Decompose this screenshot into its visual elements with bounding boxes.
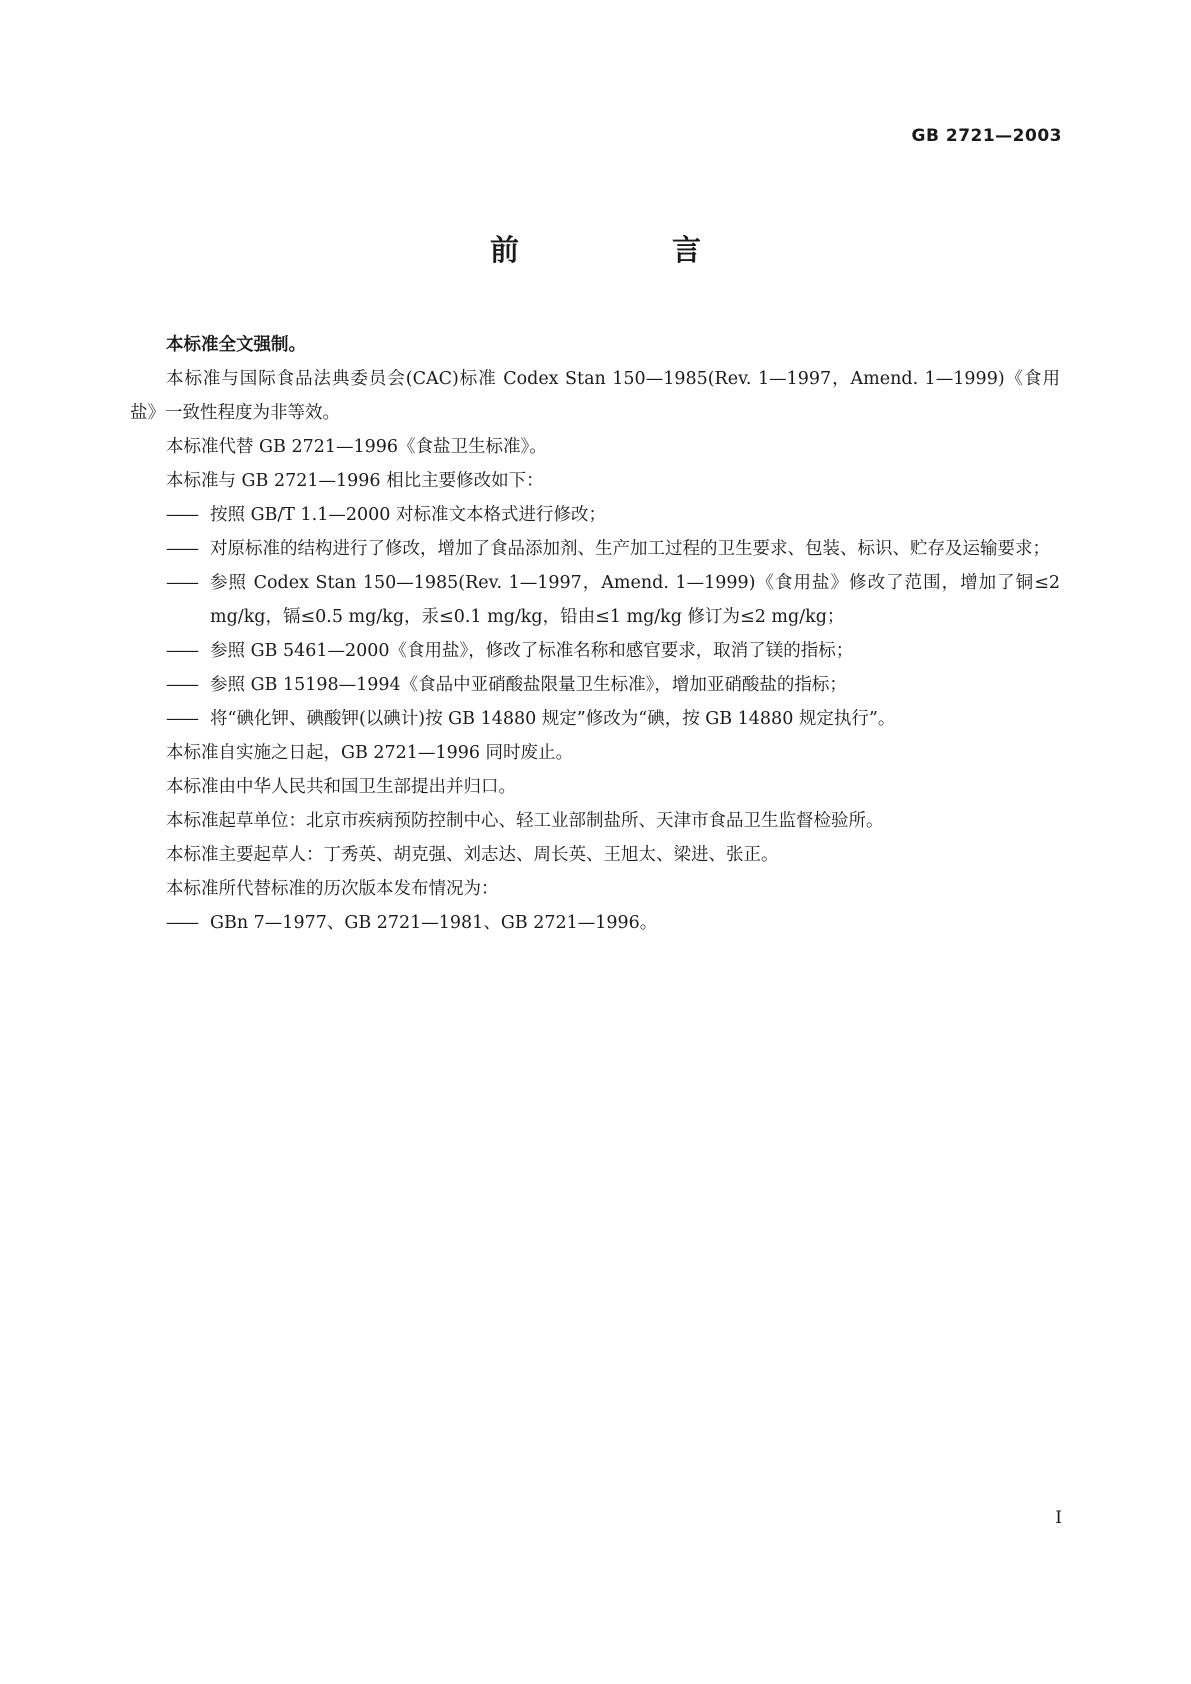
- paragraph-cac-relation: 本标准与国际食品法典委员会(CAC)标准 Codex Stan 150—1985(Rev. 1—1997，Amend. 1—1999)《食用盐》一致性程度为非等效。: [130, 369, 1060, 423]
- page-title: 前 言: [489, 233, 763, 267]
- dash-marker: ——: [166, 913, 197, 933]
- paragraph-abolish: 本标准自实施之日起，GB 2721—1996 同时废止。: [166, 743, 574, 763]
- paragraph-changes-intro: 本标准与 GB 2721—1996 相比主要修改如下：: [166, 471, 544, 491]
- list-item: [130, 634, 1060, 668]
- document-body: [130, 328, 1060, 940]
- list-item-text: 参照 GB 15198—1994《食品中亚硝酸盐限量卫生标准》，增加亚硝酸盐的指标；: [210, 675, 847, 695]
- list-item: [130, 532, 1060, 566]
- list-item-text: 对原标准的结构进行了修改，增加了食品添加剂、生产加工过程的卫生要求、包装、标识、贮存及运输要求；: [210, 539, 1050, 559]
- change-list: [130, 498, 1060, 736]
- dash-marker: ——: [166, 709, 197, 729]
- list-item-text: 按照 GB/T 1.1—2000 对标准文本格式进行修改；: [210, 505, 606, 525]
- dash-marker: ——: [166, 505, 197, 525]
- dash-marker: ——: [166, 573, 197, 593]
- history-list-item: [130, 906, 1060, 940]
- list-item: [130, 668, 1060, 702]
- paragraph-history-intro: 本标准所代替标准的历次版本发布情况为：: [166, 879, 499, 899]
- paragraph-drafting-units: 本标准起草单位：北京市疾病预防控制中心、轻工业部制盐所、天津市食品卫生监督检验所。: [166, 811, 884, 831]
- list-item-text: 参照 GB 5461—2000《食用盐》，修改了标准名称和感官要求，取消了镁的指标；: [210, 641, 854, 661]
- dash-marker: ——: [166, 675, 197, 695]
- paragraph-mandatory: 本标准全文强制。: [166, 335, 306, 355]
- list-item: [130, 702, 1060, 736]
- dash-marker: ——: [166, 641, 197, 661]
- page-number: I: [1055, 1508, 1062, 1528]
- standard-code: GB 2721—2003: [911, 126, 1062, 146]
- list-item: [130, 566, 1060, 634]
- paragraph-proposer: 本标准由中华人民共和国卫生部提出并归口。: [166, 777, 516, 797]
- list-item-text: 参照 Codex Stan 150—1985(Rev. 1—1997，Amend. 1—1999)《食用盐》修改了范围，增加了铜≤2 mg/kg，镉≤0.5 mg/kg，汞≤0.1 mg/kg，铅由≤1 mg/kg 修订为≤2 mg/kg；: [210, 573, 1060, 627]
- dash-marker: ——: [166, 539, 197, 559]
- paragraph-drafters: 本标准主要起草人：丁秀英、胡克强、刘志达、周长英、王旭太、梁进、张正。: [166, 845, 779, 865]
- history-item-text: GBn 7—1977、GB 2721—1981、GB 2721—1996。: [210, 913, 658, 933]
- list-item-text: 将“碘化钾、碘酸钾(以碘计)按 GB 14880 规定”修改为“碘，按 GB 14880 规定执行”。: [210, 709, 896, 729]
- paragraph-replaces: 本标准代替 GB 2721—1996《食盐卫生标准》。: [166, 437, 547, 457]
- list-item: [130, 498, 1060, 532]
